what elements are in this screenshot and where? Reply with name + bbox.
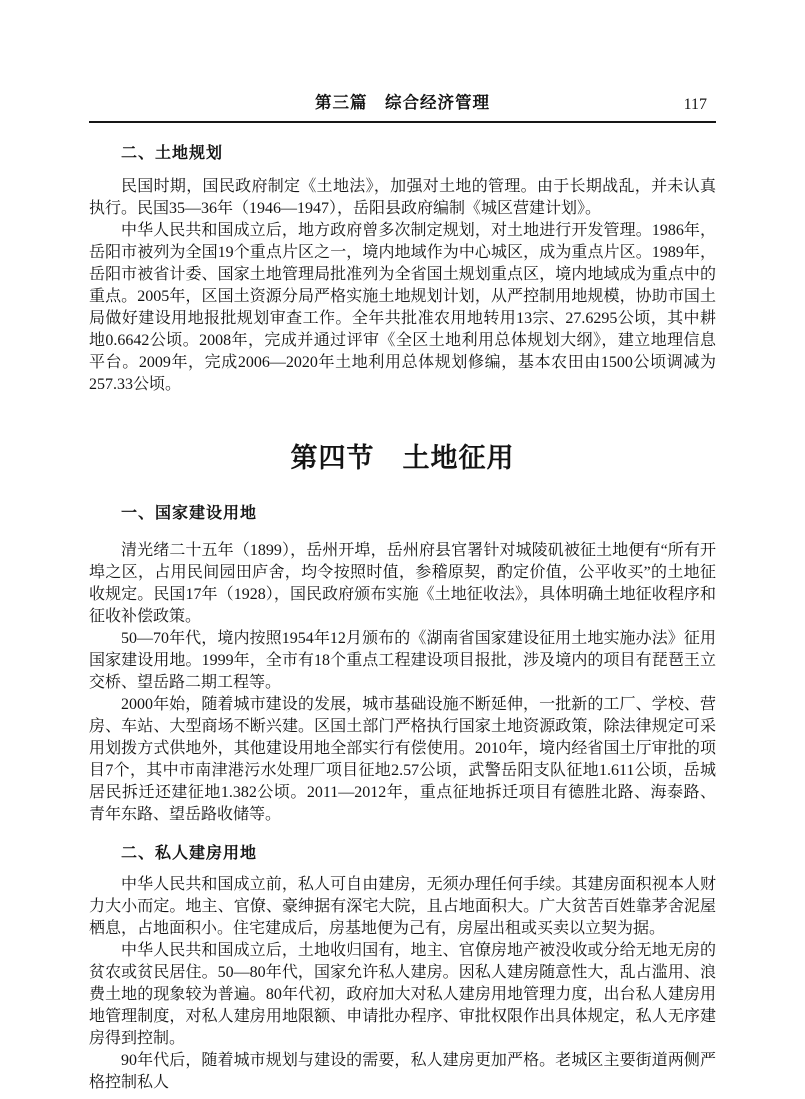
- subsection-heading-state-construction-land: 一、国家建设用地: [121, 505, 258, 522]
- paragraph: 中华人民共和国成立前，私人可自由建房，无须办理任何手续。其建房面积视本人财力大小而定。地主、官僚、豪绅据有深宅大院，且占地面积大。广大贫苦百姓靠茅舍泥屋栖息，占地面积小。住宅建成后，房基地便为己有，房屋出租或买卖以立契为据。: [89, 876, 716, 937]
- paragraph: 民国时期，国民政府制定《土地法》，加强对土地的管理。由于长期战乱，并未认真执行。民国35—36年（1946—1947），岳阳县政府编制《城区营建计划》。: [89, 178, 716, 217]
- section-title-land-expropriation: 第四节 土地征用: [290, 443, 515, 473]
- subsection-heading-private-housing-land: 二、私人建房用地: [121, 845, 258, 862]
- paragraph: 2000年始，随着城市建设的发展，城市基础设施不断延伸，一批新的工厂、学校、营房、车站、大型商场不断兴建。区国土部门严格执行国家土地资源政策，除法律规定可采用划拨方式供地外，其他建设用地全部实行有偿使用。2010年，境内经省国土厅审批的项目7个，其中市南津港污水处理厂项目征地2.57公顷，武警岳阳支队征地1.611公顷，岳城居民拆迁还建征地1.382公顷。2011—2012年，重点征地拆迁项目有德胜北路、海泰路、青年东路、望岳路收储等。: [89, 696, 716, 823]
- paragraph: 中华人民共和国成立后，地方政府曾多次制定规划，对土地进行开发管理。1986年，岳阳市被列为全国19个重点片区之一，境内地域作为中心城区，成为重点片区。1989年，岳阳市被省计委、国家土地管理局批准列为全省国土规划重点区，境内地域成为重点中的重点。2005年，区国土资源分局严格实施土地规划计划，从严控制用地规模，协助市国土局做好建设用地报批规划审查工作。全年共批准农用地转用13宗、27.6295公顷，其中耕地0.6642公顷。2008年，完成并通过评审《全区土地利用总体规划大纲》，建立地理信息平台。2009年，完成2006—2020年土地利用总体规划修编，基本农田由1500公顷调减为257.33公顷。: [89, 222, 716, 393]
- page-body: [89, 143, 716, 1094]
- running-head-title: 第三篇 综合经济管理: [315, 94, 490, 112]
- page-number: 117: [683, 96, 707, 113]
- paragraph: 中华人民共和国成立后，土地收归国有，地主、官僚房地产被没收或分给无地无房的贫农或贫民居住。50—80年代，国家允许私人建房。因私人建房随意性大，乱占滥用、浪费土地的现象较为普遍。80年代初，政府加大对私人建房用地管理力度，出台私人建房用地管理制度，对私人建房用地限额、申请批办程序、审批权限作出具体规定，私人无序建房得到控制。: [89, 942, 716, 1047]
- running-head: [89, 0, 716, 123]
- paragraph: 清光绪二十五年（1899），岳州开埠，岳州府县官署针对城陵矶被征土地便有“所有开埠之区，占用民间园田庐舍，均令按照时值，参稽原契，酌定价值，公平收买”的土地征收规定。民国17年（1928），国民政府颁布实施《土地征收法》，具体明确土地征收程序和征收补偿政策。: [89, 542, 716, 625]
- subsection-heading-land-planning: 二、土地规划: [121, 145, 224, 162]
- paragraph: 90年代后，随着城市规划与建设的需要，私人建房更加严格。老城区主要街道两侧严格控制私人: [89, 1052, 716, 1091]
- paragraph: 50—70年代，境内按照1954年12月颁布的《湖南省国家建设征用土地实施办法》征用国家建设用地。1999年，全市有18个重点工程建设项目报批，涉及境内的项目有琵琶王立交桥、望岳路二期工程等。: [89, 630, 716, 691]
